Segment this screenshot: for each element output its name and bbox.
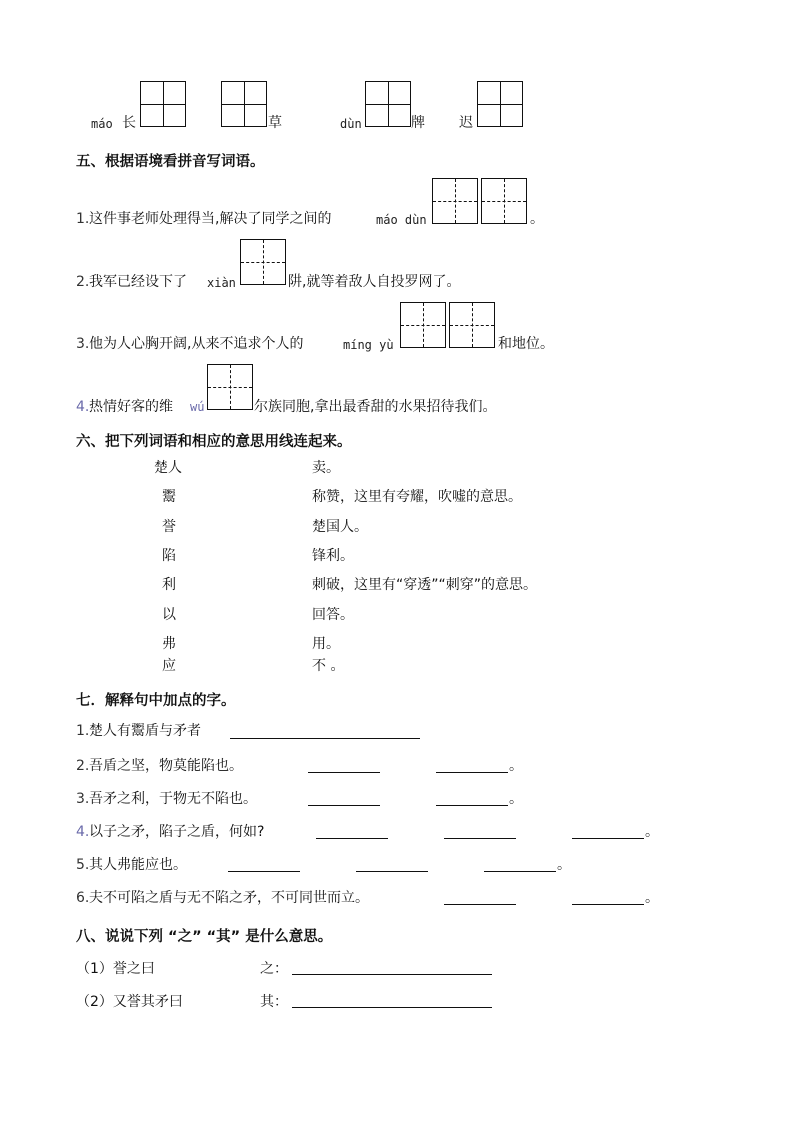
answer-line[interactable] [308,805,380,806]
char-pai: 牌 [411,115,425,131]
word-item[interactable]: 以 [162,607,176,623]
writing-box[interactable] [221,81,267,127]
meaning-item[interactable]: 刺破，这里有“穿透”“刺穿”的意思。 [312,577,538,593]
item-text: 我军已经设下了 [89,274,187,290]
item-text: 他为人心胸开阔,从来不追求个人的 [89,336,304,352]
meaning-item[interactable]: 不 。 [312,658,345,674]
section6-heading: 六、把下列词语和相应的意思用线连起来。 [76,434,352,450]
meaning-item[interactable]: 回答。 [312,607,354,623]
word-item[interactable]: 利 [162,577,176,593]
item-tail: 尔族同胞,拿出最香甜的水果招待我们。 [254,399,497,415]
item-tail: 。 [530,211,544,227]
item-number: 2. [76,274,90,290]
item-number: 4. [76,399,90,415]
answer-line[interactable] [308,772,380,773]
word-item[interactable]: 誉 [162,519,176,535]
writing-box[interactable] [477,81,523,127]
item-number: 3. [76,791,90,807]
answer-line[interactable] [316,838,388,839]
section5-heading: 五、根据语境看拼音写词语。 [76,154,265,170]
answer-line[interactable] [484,871,556,872]
writing-box[interactable] [365,81,411,127]
item-key: 其： [260,994,288,1010]
writing-box[interactable] [481,178,527,224]
item-number: 1. [76,723,90,739]
writing-box[interactable] [240,239,286,285]
item-tail: 阱,就等着敌人自投罗网了。 [288,274,461,290]
meaning-item[interactable]: 用。 [312,636,340,652]
item-label: （2）又誉其矛曰 [76,994,183,1010]
sentence-text: 吾盾之坚，物莫能陷也。 [89,758,243,774]
section7-heading: 七．解释句中加点的字。 [76,693,236,709]
word-item[interactable]: 陷 [162,548,176,564]
answer-line[interactable] [444,838,516,839]
answer-line[interactable] [444,904,516,905]
item-number: 4. [76,824,90,840]
word-item[interactable]: 楚人 [154,460,182,476]
item-key: 之： [260,961,288,977]
writing-box[interactable] [140,81,186,127]
item-number: 2. [76,758,90,774]
end-period: 。 [557,857,571,873]
sentence-text: 吾矛之利，于物无不陷也。 [89,791,257,807]
end-period: 。 [509,791,523,807]
answer-line[interactable] [228,871,300,872]
word-item[interactable]: 应 [162,658,176,674]
writing-box[interactable] [432,178,478,224]
item-number: 3. [76,336,90,352]
answer-line[interactable] [292,1007,492,1008]
item-text: 热情好客的维 [89,399,173,415]
writing-box[interactable] [207,364,253,410]
char-chi: 迟 [459,115,473,131]
answer-line[interactable] [356,871,428,872]
item-pinyin: xiàn [207,276,236,290]
end-period: 。 [509,758,523,774]
sentence-text: 以子之矛，陷子之盾，何如? [89,824,265,840]
char-chang: 长 [122,115,136,131]
word-item[interactable]: 鬻 [162,489,176,505]
sentence-text: 楚人有鬻盾与矛者 [89,723,201,739]
end-period: 。 [645,890,659,906]
sentence-text: 其人弗能应也。 [89,857,187,873]
section8-heading: 八、说说下列 “之” “其” 是什么意思。 [76,929,333,945]
answer-line[interactable] [292,974,492,975]
answer-line[interactable] [230,738,420,739]
answer-line[interactable] [572,904,644,905]
answer-line[interactable] [436,805,508,806]
item-pinyin: máo dùn [376,213,427,227]
end-period: 。 [645,824,659,840]
item-number: 1. [76,211,90,227]
writing-box[interactable] [400,302,446,348]
item-number: 6. [76,890,90,906]
item-tail: 和地位。 [498,336,554,352]
meaning-item[interactable]: 称赞，这里有夸耀，吹嘘的意思。 [312,489,522,505]
pinyin-mao: máo [91,117,113,131]
pinyin-dun: dùn [340,117,362,131]
item-pinyin: wú [190,400,205,414]
word-item[interactable]: 弗 [162,636,176,652]
item-pinyin: míng yù [343,338,394,352]
sentence-text: 夫不可陷之盾与无不陷之矛，不可同世而立。 [89,890,369,906]
answer-line[interactable] [436,772,508,773]
meaning-item[interactable]: 卖。 [312,460,340,476]
item-number: 5. [76,857,90,873]
item-text: 这件事老师处理得当,解决了同学之间的 [89,211,332,227]
meaning-item[interactable]: 锋利。 [312,548,354,564]
writing-box[interactable] [449,302,495,348]
meaning-item[interactable]: 楚国人。 [312,519,368,535]
char-cao: 草 [268,115,282,131]
item-label: （1）誉之曰 [76,961,155,977]
answer-line[interactable] [572,838,644,839]
